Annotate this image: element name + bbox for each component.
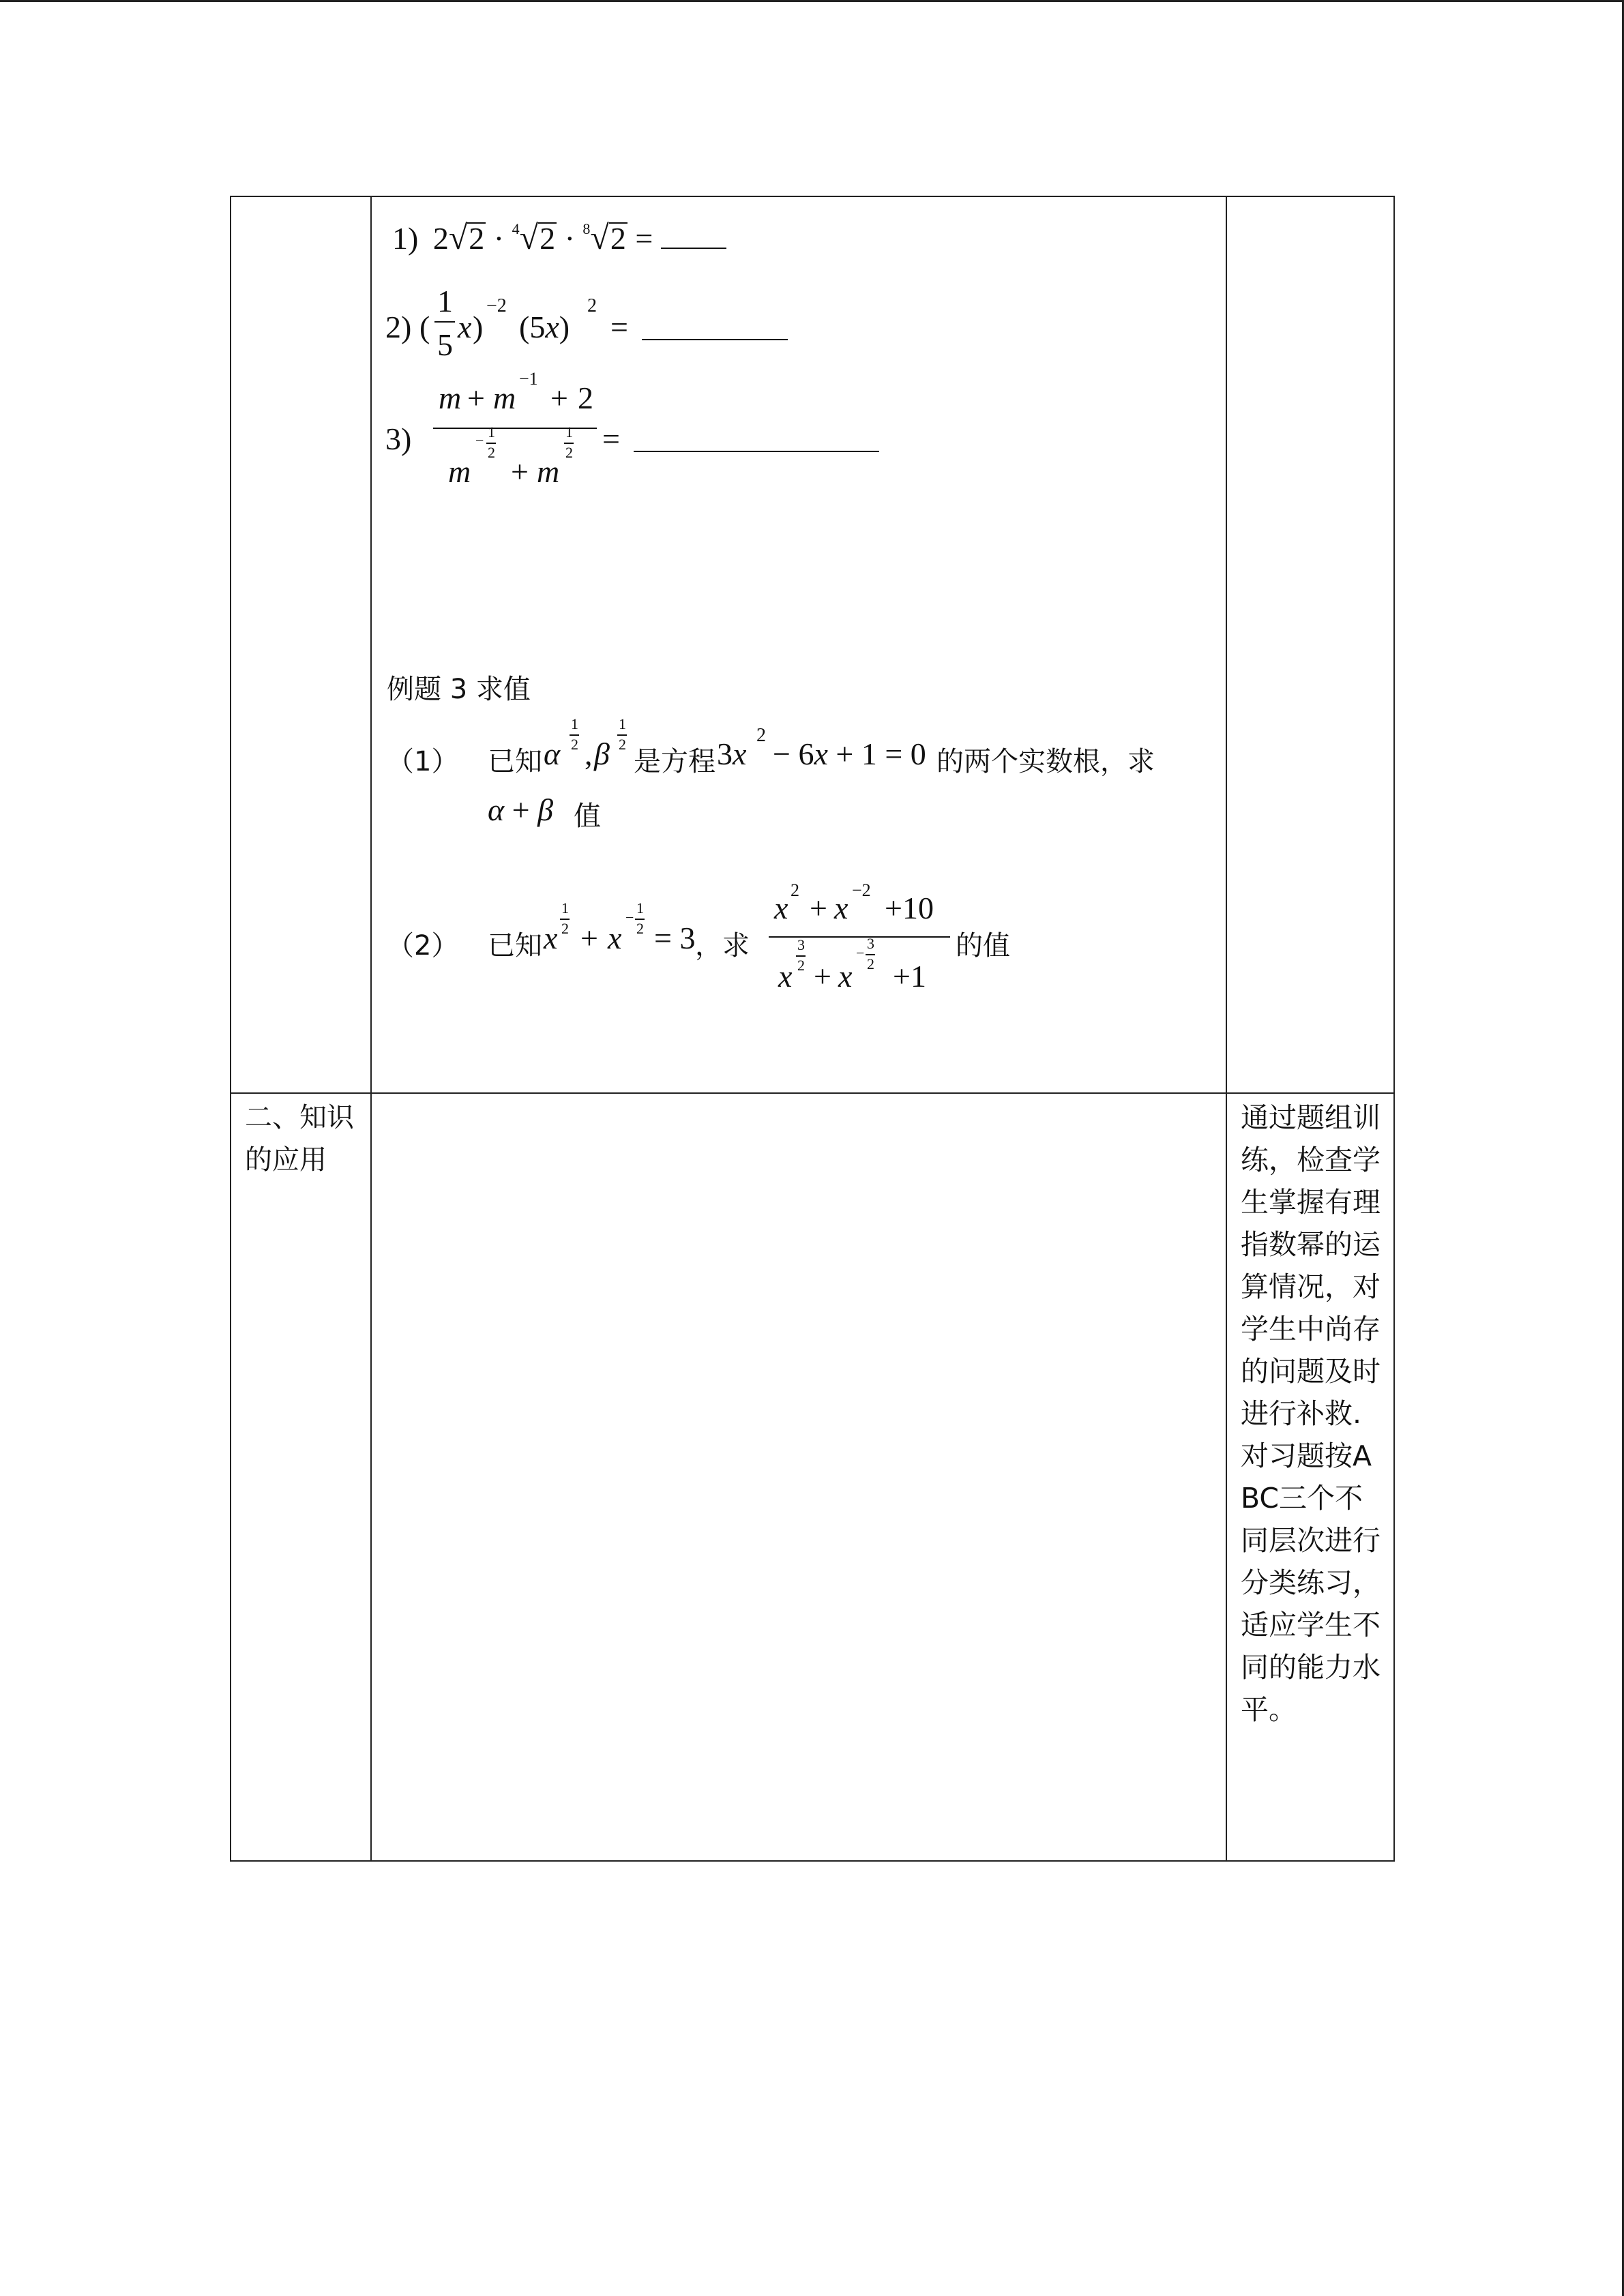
page-top-border bbox=[0, 0, 1624, 2]
exercise-2: 2) ( 1 5 x ) −2 (5x) 2 = bbox=[385, 286, 863, 374]
note-cell bbox=[1226, 1093, 1394, 1861]
table-row bbox=[231, 1093, 1394, 1861]
section-cell-empty bbox=[231, 196, 371, 1093]
exercise-1: 1) 2√2 · $^4$√2 · $^8$√2 = bbox=[392, 218, 726, 257]
example-3-part-1: （1） 已知 α 1 2 , β 1 2 是方程 3x 2 − 6x + 1 = 0 的两个实数根，求 bbox=[387, 715, 1155, 777]
answer-blank-1[interactable] bbox=[661, 220, 726, 249]
example-3-part-1-line2: α + β 值 bbox=[488, 792, 601, 832]
table-row bbox=[231, 196, 1394, 1093]
exercise-3: 3) m + m −1 + 2 m − 1 2 + m 1 2 = bbox=[385, 380, 999, 496]
section-label: 二、知识的应用 bbox=[245, 1102, 354, 1176]
content-cell bbox=[371, 196, 1226, 1093]
section-cell bbox=[231, 1093, 371, 1861]
content-cell-empty bbox=[371, 1093, 1226, 1861]
lesson-plan-table bbox=[230, 196, 1395, 1862]
answer-blank-2[interactable] bbox=[642, 312, 788, 340]
teaching-note: 通过题组训练，检查学生掌握有理指数幂的运算情况，对学生中尚存的问题及时进行补救.对习题按ABC三个不同层次进行分类练习，适应学生不同的能力水平。 bbox=[1241, 1101, 1381, 1726]
example-3-title: 例题 3 求值 bbox=[387, 674, 531, 705]
answer-blank-3[interactable] bbox=[634, 423, 879, 452]
example-3-part-2: （2） 已知 x 1 2 + x − 1 2 = 3 ，求 x 2 + x −2 +10 x 3 2 + x − 3 2 +1 的值 bbox=[387, 880, 1010, 994]
note-cell-empty bbox=[1226, 196, 1394, 1093]
